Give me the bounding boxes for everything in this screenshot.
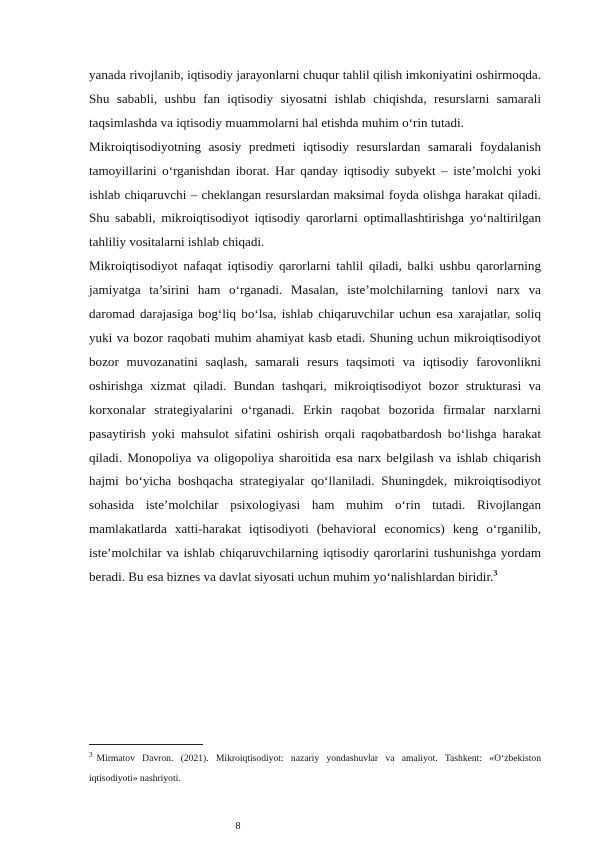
paragraph-1: yanada rivojlanib, iqtisodiy jarayonlarni chuqur tahlil qilish imkoniyatini oshirmoqda. Shu sababli, ushbu fan iqtisodiy siyosatni ishlab chiqishda, resurslarni samarali taqsimlashda va iqtisodiy muammolarni hal etishda muhim o‘rin tutadi.: [89, 67, 541, 130]
footnote-reference: 3: [493, 568, 498, 578]
footnote-divider: [89, 744, 203, 745]
footnote-text: Mirmatov Davron. (2021). Mikroiqtisodiyot: nazariy yondashuvlar va amaliyot. Tashkent: «O‘zbekiston iqtisodiyoti» nashriyoti.: [89, 753, 541, 784]
paragraph-2: Mikroiqtisodiyotning asosiy predmeti iqtisodiy resurslardan samarali foydalanish tamoyillarini o‘rganishdan iborat. Har qanday iqtisodiy subyekt – iste’molchi yoki ishlab chiqaruvchi – cheklangan resurslardan maksimal foyda olishga harakat qiladi. Shu sababli, mikroiqtisodiyot iqtisodiy qarorlarni optimallashtirishga yo‘naltirilgan tahliliy vositalarni ishlab chiqadi.: [89, 138, 541, 250]
page-number: 8: [235, 821, 241, 832]
paragraph-3: [89, 254, 541, 589]
footnote-marker: 3: [89, 750, 93, 759]
body-text: [89, 63, 541, 589]
footnote: [89, 749, 541, 789]
paragraph-3-text: Mikroiqtisodiyot nafaqat iqtisodiy qarorlarni tahlil qiladi, balki ushbu qarorlarning jamiyatga ta’sirini ham o‘rganadi. Masalan, iste’molchilarning tanlovi narx va daromad darajasiga bog‘liq bo‘lsa, ishlab chiqaruvchilar uchun esa xarajatlar, soliq yuki va bozor raqobati muhim ahamiyat kasb etadi. Shuning uchun mikroiqtisodiyot bozor muvozanatini saqlash, samarali resurs taqsimoti va iqtisodiy farovonlikni oshirishga xizmat qiladi. Bundan tashqari, mikroiqtisodiyot bozor strukturasi va korxonalar strategiyalarini o‘rganadi. Erkin raqobat bozorida firmalar narxlarni pasaytirish yoki mahsulot sifatini oshirish orqali raqobatbardosh bo‘lishga harakat qiladi. Monopoliya va oligopoliya sharoitida esa narx belgilash va ishlab chiqarish hajmi bo‘yicha boshqacha strategiyalar qo‘llaniladi. Shuningdek, mikroiqtisodiyot sohasida iste’molchilar psixologiyasi ham muhim o‘rin tutadi. Rivojlangan mamlakatlarda xatti-harakat iqtisodiyoti (behavioral economics) keng o‘rganilib, iste’molchilar va ishlab chiqaruvchilarning iqtisodiy qarorlarini tushunishga yordam beradi. Bu esa biznes va davlat siyosati uchun muhim yo‘nalishlardan biridir.: [89, 258, 541, 585]
